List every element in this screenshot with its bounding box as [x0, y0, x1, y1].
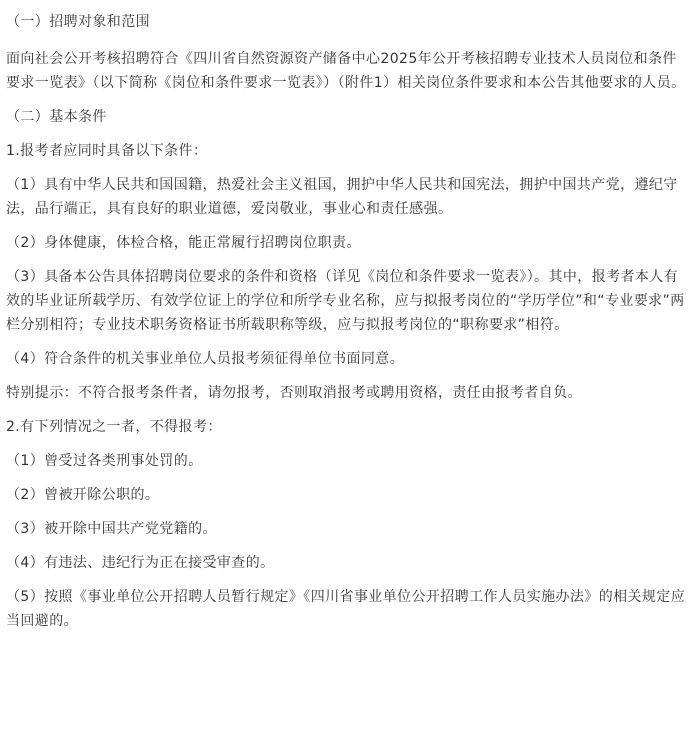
disqualification-item-2: （2）曾被开除公职的。 — [6, 487, 160, 503]
disqualification-item-1: （1）曾受过各类刑事处罚的。 — [6, 453, 203, 469]
section-heading-basic-conditions: （二）基本条件 — [6, 109, 107, 125]
list-heading-required-conditions: 1.报考者应同时具备以下条件： — [6, 143, 208, 159]
special-notice: 特别提示：不符合报考条件者，请勿报考，否则取消报考或聘用资格，责任由报考者自负。 — [6, 385, 582, 401]
disqualification-item-3: （3）被开除中国共产党党籍的。 — [6, 521, 217, 537]
section-heading-recruitment-scope: （一）招聘对象和范围 — [6, 14, 150, 30]
condition-item-1: （1）具有中华人民共和国国籍，热爱社会主义祖国，拥护中华人民共和国宪法，拥护中国共产党，遵纪守法，品行端正，具有良好的职业道德，爱岗敬业，事业心和责任感强。 — [6, 177, 678, 217]
document-body — [6, 0, 688, 633]
condition-item-3: （3）具备本公告具体招聘岗位要求的条件和资格（详见《岗位和条件要求一览表》）。其中，报考者本人有效的毕业证所载学历、有效学位证上的学位和所学专业名称，应与拟报考岗位的“学历学位”和“专业要求”两栏分别相符；专业技术职务资格证书所载职称等级，应与拟报考岗位的“职称要求”相符。 — [6, 269, 685, 333]
list-heading-disqualifications: 2.有下列情况之一者，不得报考： — [6, 419, 222, 435]
disqualification-item-4: （4）有违法、违纪行为正在接受审查的。 — [6, 555, 275, 571]
disqualification-item-5: （5）按照《事业单位公开招聘人员暂行规定》《四川省事业单位公开招聘工作人员实施办法》的相关规定应当回避的。 — [6, 589, 686, 629]
paragraph-recruitment-scope: 面向社会公开考核招聘符合《四川省自然资源资产储备中心2025年公开考核招聘专业技术人员岗位和条件要求一览表》（以下简称《岗位和条件要求一览表》）（附件1）相关岗位条件要求和本公告其他要求的人员。 — [6, 51, 686, 91]
condition-item-4: （4）符合条件的机关事业单位人员报考须征得单位书面同意。 — [6, 351, 405, 367]
condition-item-2: （2）身体健康，体检合格，能正常履行招聘岗位职责。 — [6, 235, 361, 251]
